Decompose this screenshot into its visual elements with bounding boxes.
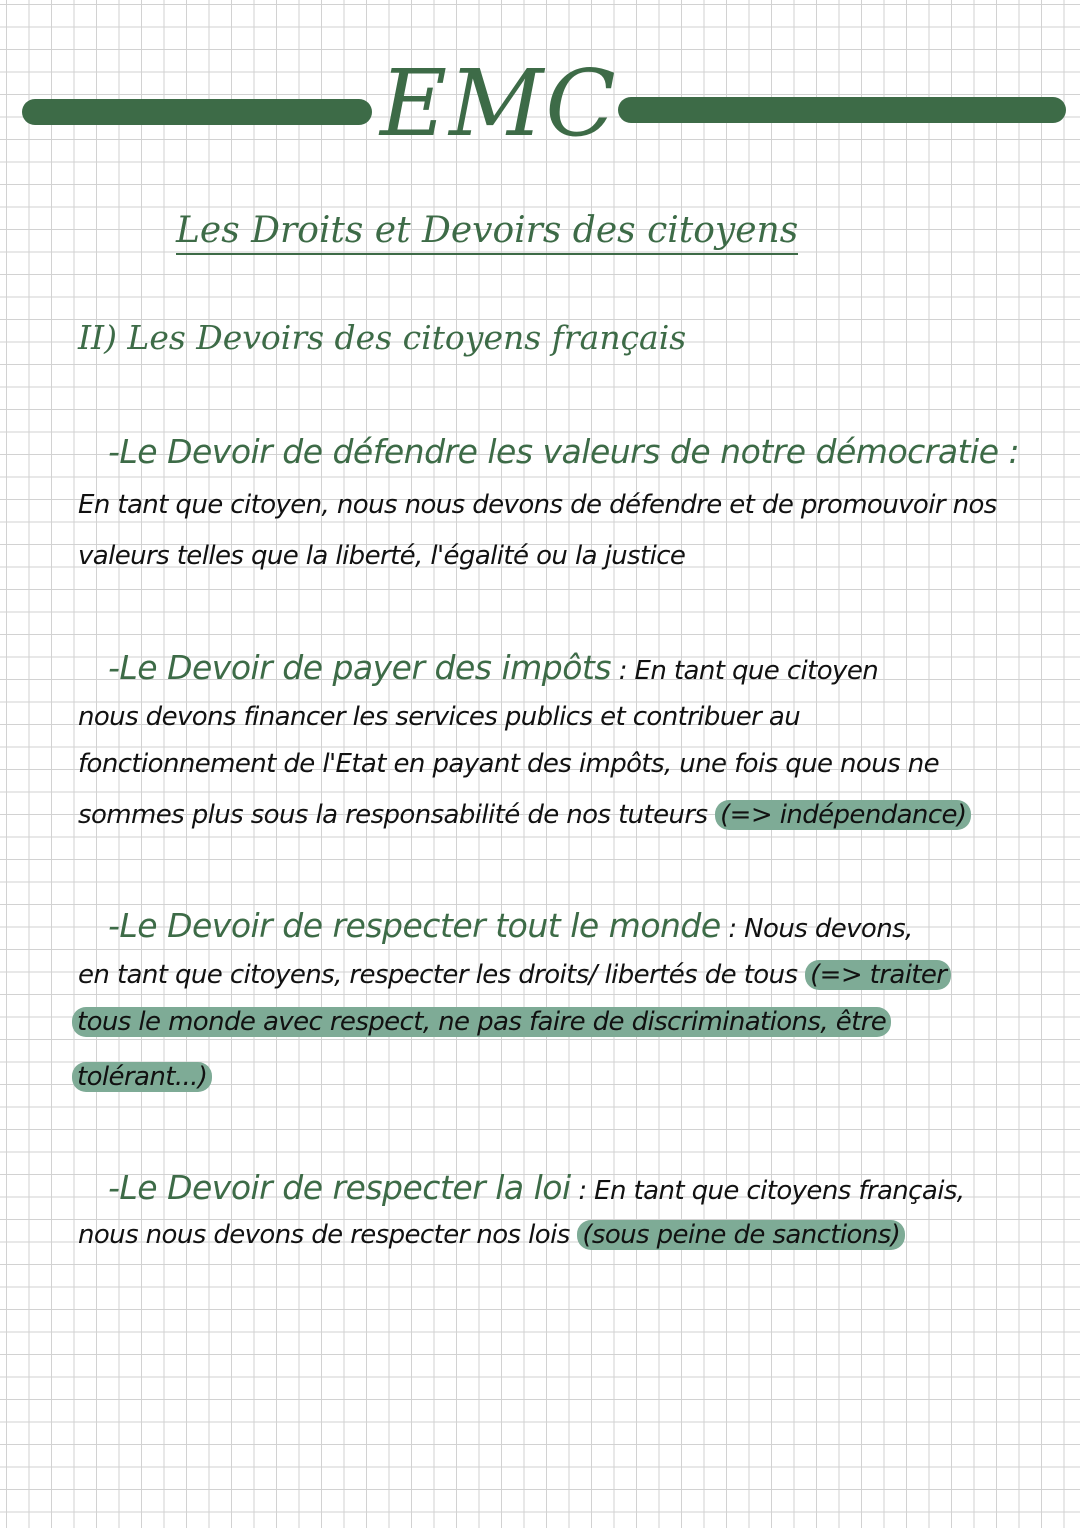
duty-4-text-line-1 [78,1220,905,1250]
duty-2-text-line-3 [78,800,971,830]
duty-3-text-line-2 [72,1007,891,1037]
duty-4-line1-text: nous nous devons de respecter nos lois [78,1220,578,1250]
duty-2-text-line-1: nous devons financer les services publics et contribuer au [78,702,801,732]
page-subtitle: Les Droits et Devoirs des citoyens [176,210,798,255]
duty-1-heading-line [108,432,1019,471]
duty-1-text-line-2: valeurs telles que la liberté, l'égalité ou la justice [78,541,686,571]
duty-3-text-line-1 [78,960,951,990]
duty-3-highlight-2: tous le monde avec respect, ne pas faire de discriminations, être [72,1007,891,1037]
duty-2-heading-line [108,648,878,687]
duty-1-heading: -Le Devoir de défendre les valeurs de notre démocratie [108,432,999,471]
duty-2-last-line-text: sommes plus sous la responsabilité de nos tuteurs [78,800,716,830]
duty-3-inline-text: : Nous devons, [720,914,913,944]
duty-2-highlight: (=> indépendance) [715,800,971,830]
decorative-bar-left [22,99,372,125]
duty-2-text-line-2: fonctionnement de l'Etat en payant des impôts, une fois que nous ne [78,749,940,779]
duty-3-highlight-3: tolérant...) [72,1062,212,1092]
section-title: II) Les Devoirs des citoyens français [78,318,687,357]
decorative-bar-right [618,97,1066,123]
duty-3-text-line-3 [72,1062,212,1092]
duty-4-highlight: (sous peine de sanctions) [577,1220,905,1250]
duty-1-separator: : [998,432,1020,471]
duty-2-heading: -Le Devoir de payer des impôts [108,648,612,687]
duty-2-inline-text: : En tant que citoyen [611,656,879,686]
duty-4-heading: -Le Devoir de respecter la loi [108,1168,571,1207]
page-title: EMC [380,50,618,157]
duty-4-heading-line [108,1168,964,1207]
duty-3-highlight-1: (=> traiter [805,960,951,990]
duty-4-inline-text: : En tant que citoyens français, [570,1176,965,1206]
duty-3-heading-line [108,906,913,945]
duty-3-heading: -Le Devoir de respecter tout le monde [108,906,721,945]
duty-3-line1-text: en tant que citoyens, respecter les droits/ libertés de tous [78,960,806,990]
duty-1-text-line-1: En tant que citoyen, nous nous devons de défendre et de promouvoir nos [78,490,997,520]
